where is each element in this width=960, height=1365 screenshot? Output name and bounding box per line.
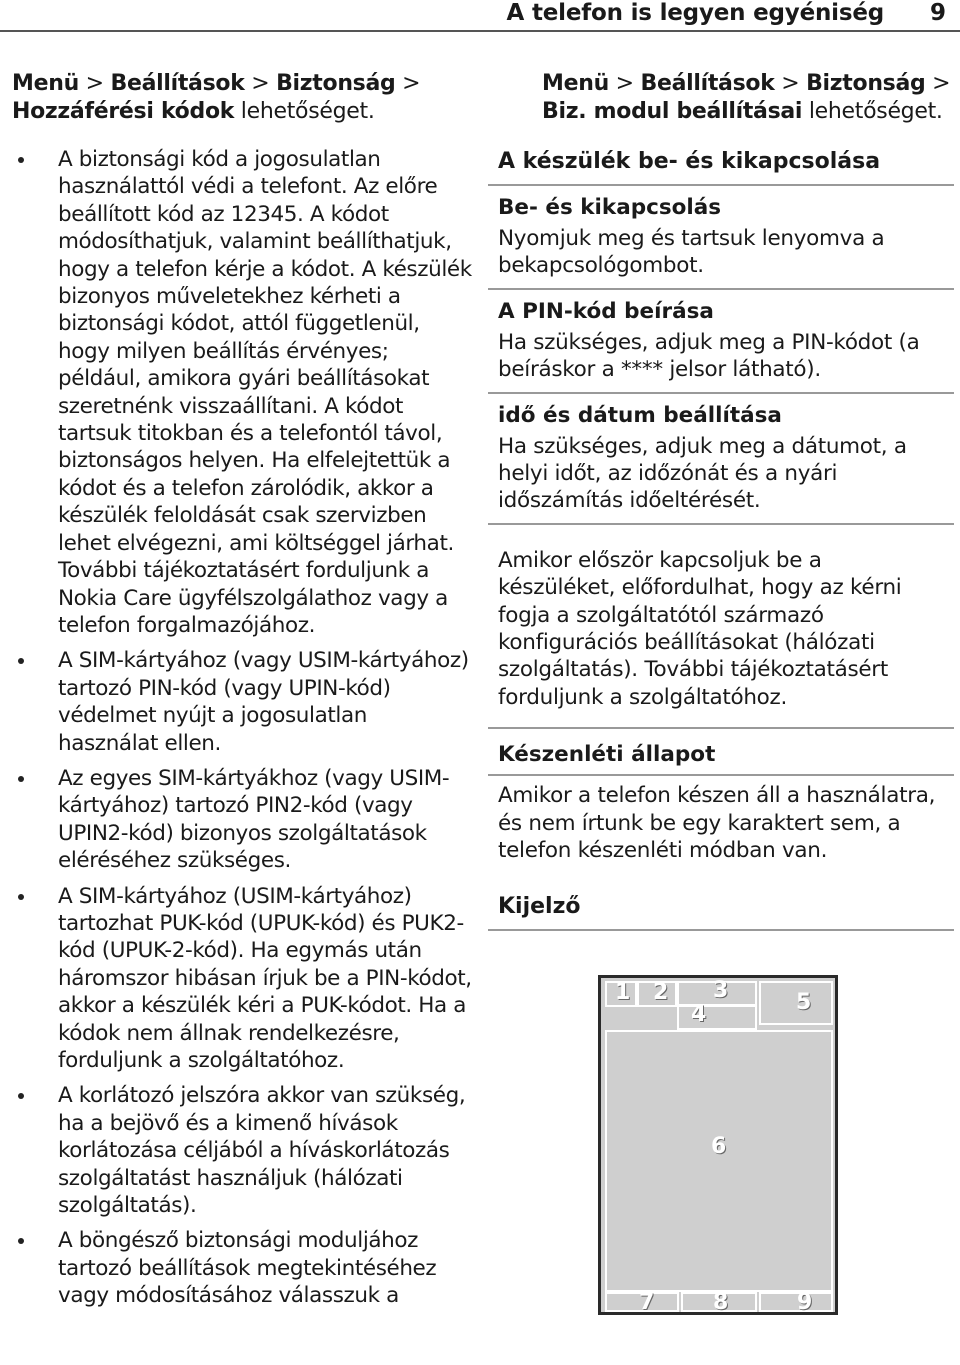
display-label-2: 2 [653,980,669,1005]
menu-path-suffix: lehetőséget. [234,99,375,124]
menu-path-separator: > [244,71,277,96]
subsection-text: Nyomjuk meg és tartsuk lenyomva a bekapcsológombot. [488,221,954,290]
list-item: A korlátozó jelszóra akkor van szükség, ha a bejövő és a kimenő hívások korlátozása céljából a híváskorlátozás szolgáltatást használjuk (hálózati szolgáltatás). [10,1082,472,1219]
menu-path-suffix: lehetőséget. [802,99,943,124]
list-item: A biztonsági kód a jogosulatlan használattól védi a telefont. Az előre beállított kód az 12345. A kódot módosíthatjuk, valamint beállíthatjuk, hogy a telefon kérje a kódot. A készülék bizonyos műveletekhez kérheti a biztonsági kódot, attól függetlenül, hogy milyen beállítás érvényes; például, amikora gyári beállításokat szeretnénk visszaállítani. A kódot tartsuk titokban és a telefontól távol, biztonságos helyen. Ha elfelejtettük a kódot és a telefon zárolódik, akkor a készülék feloldását csak szervizben lehet elvégezni, ami költséggel járhat. További tájékoztatásért forduljunk a Nokia Care ügyfélszolgálathoz vagy a telefon forgalmazójához. [10,146,472,639]
right-column [488,70,954,931]
list-item: Az egyes SIM-kártyákhoz (vagy USIM-kártyához) tartozó PIN2-kód (vagy UPIN2-kód) bizonyos szolgáltatások eléréséhez szükséges. [10,765,472,875]
chapter-title: A telefon is legyen egyéniség [506,0,884,26]
page-number: 9 [929,0,946,26]
display-label-5: 5 [796,990,812,1015]
display-label-8: 8 [713,1290,729,1315]
phone-display-diagram [598,975,838,1315]
display-label-6: 6 [711,1134,727,1159]
display-label-3: 3 [713,978,729,1003]
list-item: A SIM-kártyához (USIM-kártyához) tartozhat PUK-kód (UPUK-kód) és PUK2-kód (UPUK-2-kód). Ha egymás után háromszor hibásan írjuk be a PIN-kódot, akkor a készülék kéri a PUK-kódot. Ha a kódok nem állnak rendelkezésre, forduljunk a szolgáltatóhoz. [10,883,472,1075]
standby-text: Amikor a telefon készen áll a használatra, és nem írtunk be egy karaktert sem, a telefon készenléti módban van. [488,774,954,872]
subsection-title: A PIN-kód beírása [498,298,714,324]
indicator-area-4 [677,1004,757,1030]
subsection-title: idő és dátum beállítása [498,402,782,428]
menu-path-separator: > [925,71,951,96]
menu-path-module-item: Biz. modul beállításai [542,99,803,124]
power-section [488,136,954,931]
display-title: Kijelző [488,873,954,931]
menu-path-access-codes-item: Hozzáférési kódok [12,99,235,124]
display-label-1: 1 [615,980,631,1005]
menu-path-security: Biztonság [806,71,926,96]
menu-path-security-module [542,70,954,126]
softkey-area-9 [759,1292,833,1312]
menu-path-separator: > [774,71,807,96]
security-codes-list [10,146,472,1310]
menu-path-menu: Menü [12,71,79,96]
menu-path-menu: Menü [542,71,609,96]
menu-path-separator: > [608,71,641,96]
main-display-area-6 [605,1030,833,1292]
menu-path-settings: Beállítások [640,71,775,96]
display-label-7: 7 [639,1290,655,1315]
config-paragraph: Amikor először kapcsoljuk be a készüléket, előfordulhat, hogy az kérni fogja a szolgáltatótól származó konfigurációs beállításokat (hálózati szolgáltatás). További tájékoztatásért forduljunk a szolgáltatóhoz. [488,525,954,729]
subsection-power [488,186,954,290]
subsection-text: Ha szükséges, adjuk meg a dátumot, a helyi időt, az időzónát és a nyári időszámítás időeltérését. [488,429,954,525]
list-item: A SIM-kártyához (vagy USIM-kártyához) tartozó PIN-kód (vagy UPIN-kód) védelmet nyújt a jogosulatlan használat ellen. [10,647,472,757]
menu-path-security: Biztonság [276,71,396,96]
standby-title: Készenléti állapot [498,742,716,768]
menu-path-access-codes [12,70,472,126]
menu-path-separator: > [78,71,111,96]
subsection-text: Ha szükséges, adjuk meg a PIN-kódot (a beíráskor a **** jelsor látható). [488,325,954,394]
page-header [0,0,960,32]
subsection-pin [488,290,954,394]
list-item: A böngésző biztonsági moduljához tartozó beállítások megtekintéséhez vagy módosításához válasszuk a [10,1227,472,1309]
menu-path-settings: Beállítások [110,71,245,96]
display-label-9: 9 [797,1290,813,1315]
subsection-title: Be- és kikapcsolás [498,195,722,220]
section-title: A készülék be- és kikapcsolása [488,136,954,186]
left-column [10,70,472,1318]
standby-section [488,729,954,872]
subsection-time-date [488,394,954,525]
display-label-4: 4 [691,1002,707,1027]
menu-path-separator: > [395,71,421,96]
